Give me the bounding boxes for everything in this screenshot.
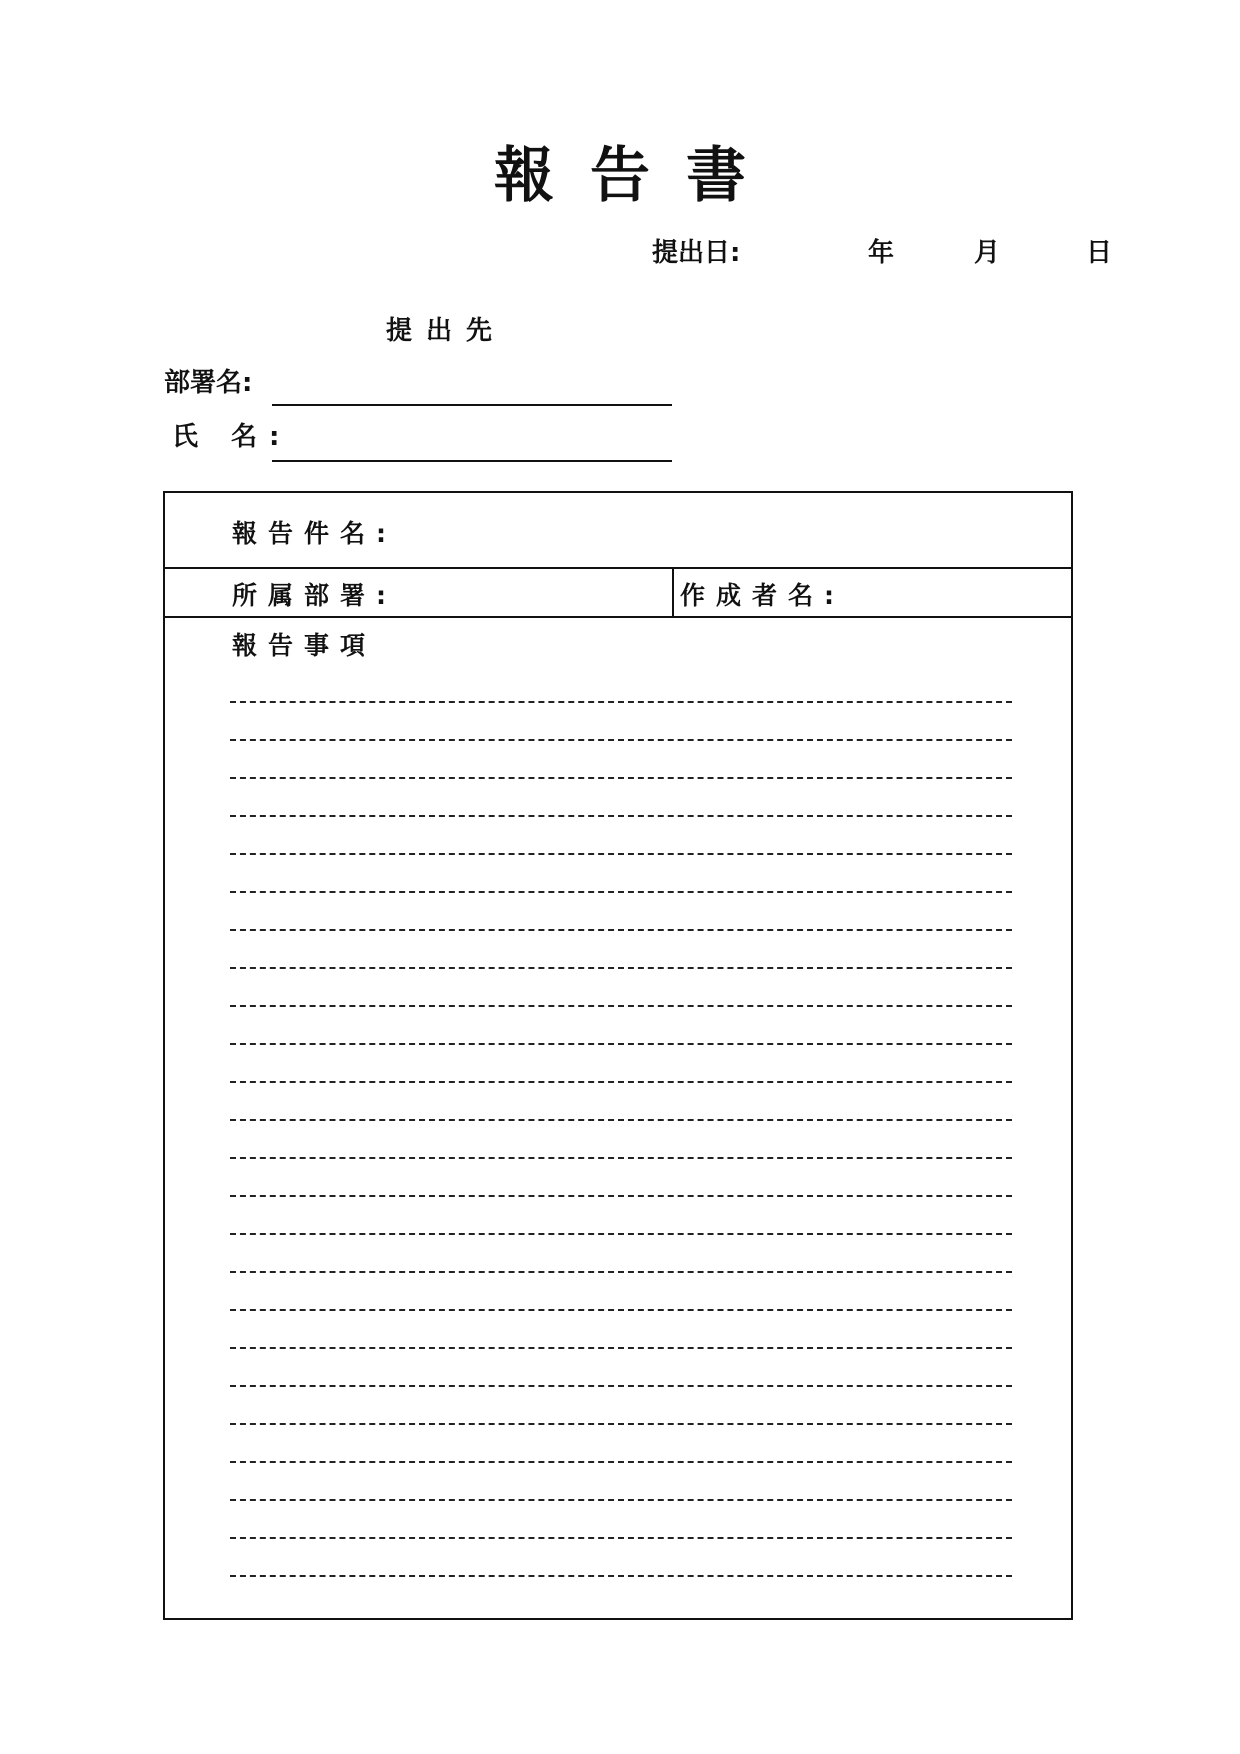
department-field-line[interactable] xyxy=(272,404,672,406)
writing-line[interactable] xyxy=(230,1575,1012,1577)
writing-line[interactable] xyxy=(230,1043,1012,1045)
name-field-line[interactable] xyxy=(272,460,672,462)
writing-line[interactable] xyxy=(230,967,1012,969)
writing-line[interactable] xyxy=(230,777,1012,779)
department-label: 部署名: xyxy=(164,368,253,398)
affiliation-label: 所属部署: xyxy=(232,581,397,610)
writing-line[interactable] xyxy=(230,1461,1012,1463)
form-divider xyxy=(163,616,1073,618)
writing-line[interactable] xyxy=(230,1347,1012,1349)
day-label: 日 xyxy=(1086,238,1113,268)
writing-line[interactable] xyxy=(230,1309,1012,1311)
writing-line[interactable] xyxy=(230,739,1012,741)
writing-line[interactable] xyxy=(230,891,1012,893)
writing-line[interactable] xyxy=(230,1005,1012,1007)
form-divider xyxy=(163,567,1073,569)
writing-line[interactable] xyxy=(230,1157,1012,1159)
month-label: 月 xyxy=(974,238,1001,268)
writing-line[interactable] xyxy=(230,1499,1012,1501)
writing-line[interactable] xyxy=(230,1119,1012,1121)
report-items-label: 報告事項 xyxy=(232,631,377,660)
writing-line[interactable] xyxy=(230,1537,1012,1539)
year-label: 年 xyxy=(868,238,895,268)
subject-label: 報告件名: xyxy=(232,519,397,548)
writing-line[interactable] xyxy=(230,1423,1012,1425)
writing-line[interactable] xyxy=(230,1081,1012,1083)
document-title: 報告書 xyxy=(494,141,782,211)
writing-line[interactable] xyxy=(230,815,1012,817)
form-column-divider xyxy=(672,567,674,616)
writing-line[interactable] xyxy=(230,1271,1012,1273)
writing-line[interactable] xyxy=(230,929,1012,931)
writing-line[interactable] xyxy=(230,701,1012,703)
writing-line[interactable] xyxy=(230,1195,1012,1197)
writing-line[interactable] xyxy=(230,1385,1012,1387)
submission-date-label: 提出日: xyxy=(652,238,741,268)
author-label: 作成者名: xyxy=(680,581,845,610)
name-label: 氏 名: xyxy=(172,422,292,452)
writing-line[interactable] xyxy=(230,853,1012,855)
recipient-heading: 提出先 xyxy=(386,316,507,346)
writing-line[interactable] xyxy=(230,1233,1012,1235)
